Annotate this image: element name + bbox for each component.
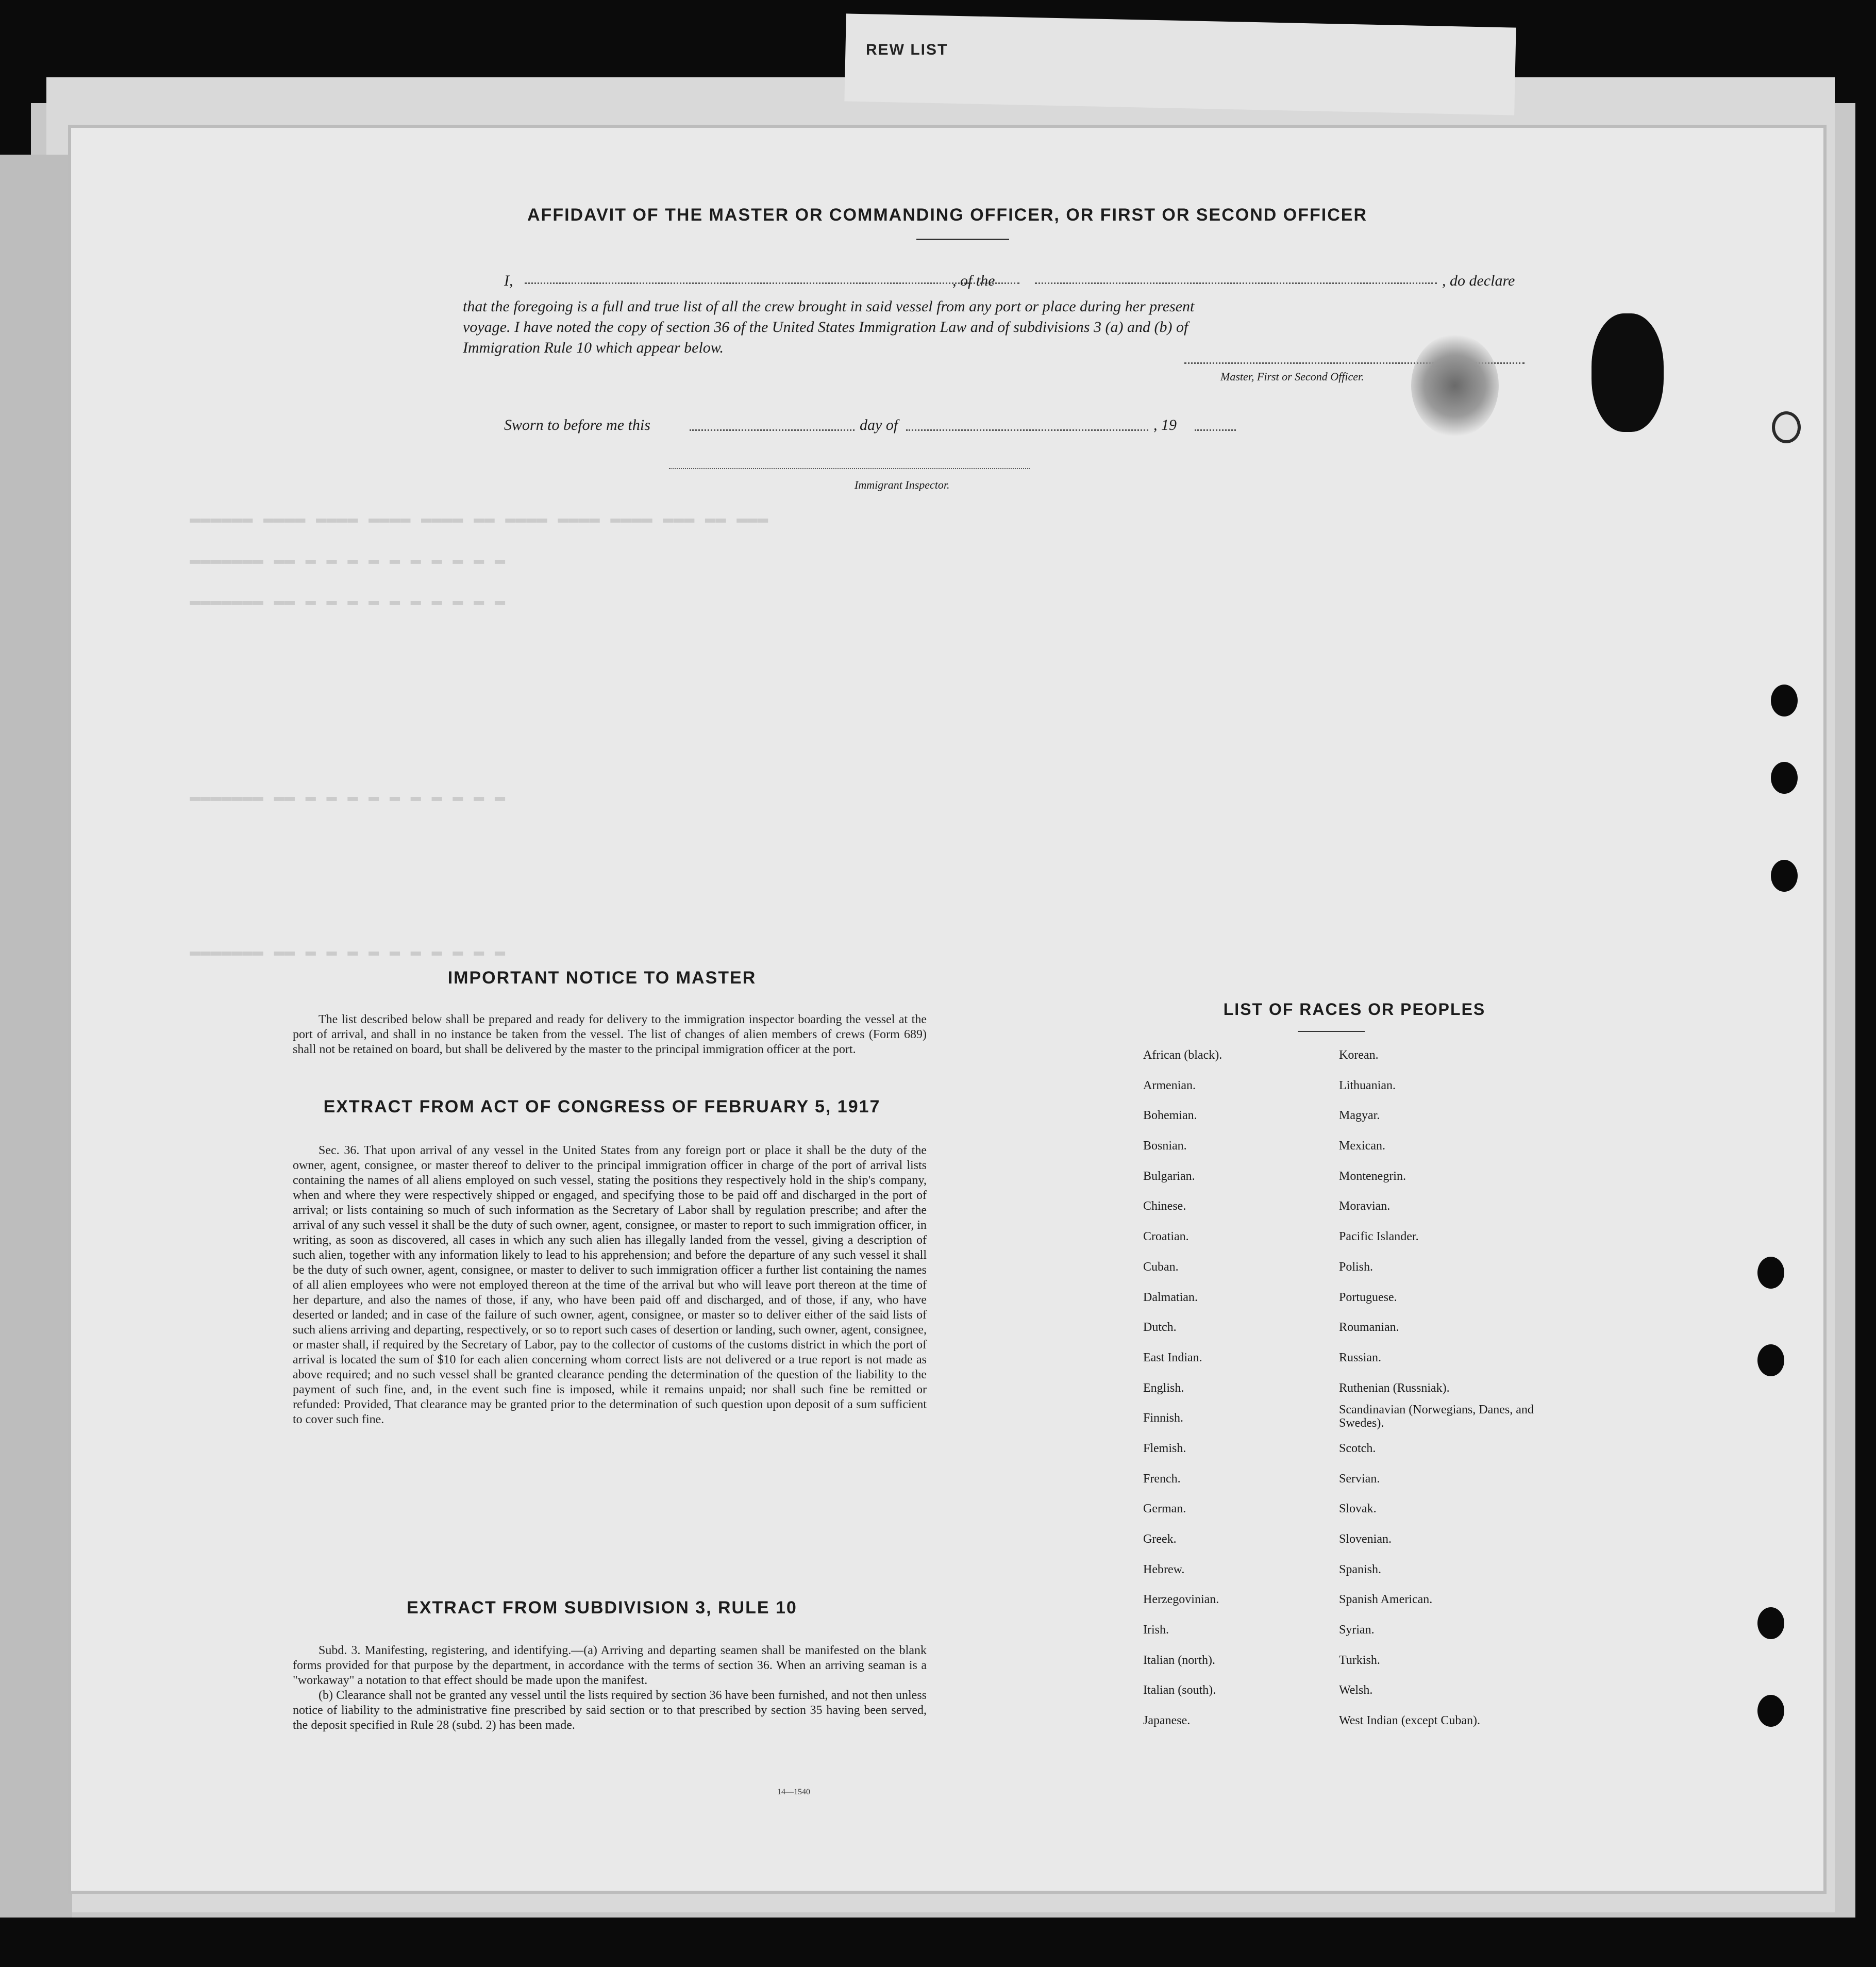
rule-extract-title: EXTRACT FROM SUBDIVISION 3, RULE 10	[407, 1598, 797, 1618]
affidavit-line-3: Immigration Rule 10 which appear below.	[463, 339, 724, 356]
punch-hole	[1771, 860, 1798, 892]
race-item: Scotch.	[1339, 1441, 1376, 1455]
affidavit-line-1: that the foregoing is a full and true list of all the crew brought in said vessel from any port or place during her present	[463, 298, 1195, 315]
race-item: Dutch.	[1143, 1321, 1177, 1335]
race-item: Flemish.	[1143, 1441, 1186, 1455]
day-of-label: day of	[860, 416, 898, 434]
affidavit-page	[71, 128, 1823, 1891]
race-item: Dalmatian.	[1143, 1290, 1198, 1304]
bleed-through-text: ▬ ▬ ▬ ▬ ▬ ▬ ▬ ▬ ▬ ▬ ▬▬ ▬▬▬▬▬▬▬	[190, 788, 506, 807]
notice-text: The list described below shall be prepared and ready for delivery to the immigration inspector boarding the vessel at the port of arrival, and shall in no instance be taken from the vessel. The list of changes of alien members of crews (Form 689) shall not be retained on board, but shall be delivered by the master to the principal immigration officer at the port.	[293, 1013, 927, 1056]
race-item: Spanish American.	[1339, 1593, 1433, 1607]
inspector-caption: Immigrant Inspector.	[855, 478, 950, 491]
race-item: Bohemian.	[1143, 1109, 1197, 1123]
race-item: French.	[1143, 1472, 1181, 1486]
punch-hole	[1757, 1695, 1784, 1727]
punch-hole	[1771, 685, 1798, 716]
race-item: English.	[1143, 1381, 1184, 1395]
race-item: Finnish.	[1143, 1411, 1184, 1425]
race-item: Pacific Islander.	[1339, 1230, 1419, 1244]
race-item: Montenegrin.	[1339, 1169, 1406, 1183]
left-sheet-edge	[0, 155, 72, 1918]
race-item: Chinese.	[1143, 1199, 1186, 1213]
race-item: West Indian (except Cuban).	[1339, 1714, 1480, 1728]
sworn-month-blank	[906, 429, 1148, 431]
ink-smudge	[1411, 334, 1499, 437]
act-extract-title: EXTRACT FROM ACT OF CONGRESS OF FEBRUARY 5, 1917	[323, 1097, 881, 1116]
sworn-label: Sworn to before me this	[504, 416, 650, 434]
sworn-day-blank	[690, 429, 855, 431]
punch-hole	[1771, 762, 1798, 794]
punch-hole	[1757, 1344, 1784, 1376]
affidavit-i-label: I,	[504, 272, 513, 289]
race-item: Herzegovinian.	[1143, 1593, 1219, 1607]
sworn-year-blank	[1195, 429, 1236, 431]
race-item: Hebrew.	[1143, 1562, 1185, 1576]
form-number: 14—1540	[777, 1788, 810, 1796]
race-item: Slovenian.	[1339, 1532, 1392, 1546]
race-item: Syrian.	[1339, 1623, 1375, 1637]
race-item: Polish.	[1339, 1260, 1373, 1274]
race-item: Servian.	[1339, 1472, 1380, 1486]
inspector-blank	[669, 468, 1030, 469]
affidavit-title: AFFIDAVIT OF THE MASTER OR COMMANDING OFFICER, OR FIRST OR SECOND OFFICER	[527, 205, 1367, 225]
race-item: Magyar.	[1339, 1109, 1380, 1123]
race-item: Turkish.	[1339, 1653, 1380, 1667]
race-item: Russian.	[1339, 1351, 1382, 1364]
race-item: East Indian.	[1143, 1351, 1202, 1364]
race-item: Japanese.	[1143, 1714, 1191, 1728]
punch-hole	[1757, 1607, 1784, 1639]
race-item: Ruthenian (Russniak).	[1339, 1381, 1450, 1395]
crew-list-header-fragment: REW LIST	[866, 41, 948, 58]
title-rule	[916, 239, 1009, 240]
race-item: Spanish.	[1339, 1562, 1382, 1576]
bleed-through-text: ▬▬▬ ▬▬ ▬▬▬ ▬▬▬▬ ▬▬▬▬ ▬▬▬▬ ▬▬ ▬▬▬▬ ▬▬▬▬ ▬▬▬▬ ▬▬▬▬ ▬▬▬▬▬▬	[190, 509, 768, 529]
race-item: Scandinavian (Norwegians, Danes, and Swedes).	[1339, 1403, 1534, 1430]
races-title: LIST OF RACES OR PEOPLES	[1223, 1000, 1486, 1019]
race-item: Bosnian.	[1143, 1139, 1187, 1153]
seal-stamp	[1592, 313, 1664, 432]
race-item: Korean.	[1339, 1048, 1379, 1062]
crew-list-sheet-edge	[844, 13, 1516, 115]
rule-extract-text: Subd. 3. Manifesting, registering, and identifying.—(a) Arriving and departing seamen shall be manifested on the blank forms provided for that purpose by the department, in accordance with the terms of section 36. When an arriving seaman is a "workaway" a notation to that effect should be made upon the manifest. (b) Clearance shall not be granted any vessel until the lists required by section 36 have been furnished, and not then unless notice of liability to the administrative fine prescribed by said section or to that prescribed by section 35 having been served, the deposit specified in Rule 28 (subd. 2) has been made.	[293, 1644, 927, 1732]
race-item: German.	[1143, 1502, 1186, 1516]
race-item: Croatian.	[1143, 1230, 1189, 1244]
name-blank	[525, 282, 1019, 284]
punch-hole	[1772, 411, 1801, 443]
race-item: Greek.	[1143, 1532, 1177, 1546]
race-item: Slovak.	[1339, 1502, 1377, 1516]
race-item: Italian (north).	[1143, 1653, 1215, 1667]
signature-caption: Master, First or Second Officer.	[1220, 370, 1364, 383]
race-item: Bulgarian.	[1143, 1169, 1195, 1183]
race-item: Roumanian.	[1339, 1321, 1399, 1335]
races-column-2	[1339, 1040, 1535, 1736]
bleed-through-text: ▬ ▬ ▬ ▬ ▬ ▬ ▬ ▬ ▬ ▬ ▬▬ ▬▬▬▬▬▬▬	[190, 942, 506, 962]
race-item: Portuguese.	[1339, 1290, 1397, 1304]
races-column-1	[1143, 1040, 1222, 1736]
act-extract-text: Sec. 36. That upon arrival of any vessel in the United States from any foreign port or place it shall be the duty of the owner, agent, consignee, or master thereof to deliver to the principal immigration officer in charge of the port of arrival lists containing the names of all aliens employed on such vessel, stating the positions they respectively hold in the ship's company, when and where they were respectively shipped or engaged, and specifying those to be paid off and discharged in the port of arrival; or lists containing so much of such information as the Secretary of Labor shall by regulation prescribe; and after the arrival of any such vessel it shall be the duty of such owner, agent, consignee, or master to report to such immigration officer, in writing, as soon as discovered, all cases in which any such alien has illegally landed from the vessel, giving a description of such alien, together with any information likely to lead to his apprehension; and before the departure of any such vessel it shall be the duty of such owner, agent, consignee, or master to deliver to such immigration officer a further list containing the names of all alien employees who were not employed thereon at the time of the arrival but who will leave port thereon at the time of her departure, and also the names of those, if any, who have been paid off and discharged, and of those, if any, who have deserted or landed; and in case of the failure of such owner, agent, consignee, or master so to deliver either of the said lists of such aliens arriving and departing, respectively, or so to report such cases of desertion or landing, such owner, agent, consignee, or master shall, if required by the Secretary of Labor, pay to the collector of customs of the customs district in which the port of arrival is located the sum of $10 for each alien concerning whom correct lists are not delivered or a true report is not made as above required; and no such vessel shall be granted clearance pending the determination of the question of the liability to the payment of such fine, and, in the event such fine is imposed, while it remains unpaid; nor shall such fine be remitted or refunded: Provided, That clearance may be granted prior to the determination of such question upon deposit of a sum sufficient to cover such fine.	[293, 1144, 927, 1426]
affidavit-line-2: voyage. I have noted the copy of section 36 of the United States Immigration Law and of subdivisions 3 (a) and (b) of	[463, 319, 1188, 336]
race-item: Moravian.	[1339, 1199, 1391, 1213]
punch-hole	[1757, 1257, 1784, 1289]
race-item: Mexican.	[1339, 1139, 1385, 1153]
race-item: Lithuanian.	[1339, 1078, 1396, 1092]
race-item: Irish.	[1143, 1623, 1169, 1637]
race-item: Welsh.	[1339, 1683, 1373, 1697]
race-item: Armenian.	[1143, 1078, 1196, 1092]
vessel-blank	[1035, 282, 1437, 284]
race-item: Italian (south).	[1143, 1683, 1216, 1697]
affidavit-of-the-label: , of the	[952, 272, 995, 289]
race-item: Cuban.	[1143, 1260, 1179, 1274]
bleed-through-text: ▬ ▬ ▬ ▬ ▬ ▬ ▬ ▬ ▬ ▬ ▬▬ ▬▬▬▬▬▬▬	[190, 592, 506, 611]
bleed-through-text: ▬ ▬ ▬ ▬ ▬ ▬ ▬ ▬ ▬ ▬ ▬▬ ▬▬▬▬▬▬▬	[190, 551, 506, 570]
races-rule	[1298, 1031, 1365, 1032]
race-item: African (black).	[1143, 1048, 1222, 1062]
year-label: , 19	[1153, 416, 1177, 434]
affidavit-do-declare-label: , do declare	[1442, 272, 1515, 289]
notice-title: IMPORTANT NOTICE TO MASTER	[447, 968, 757, 988]
